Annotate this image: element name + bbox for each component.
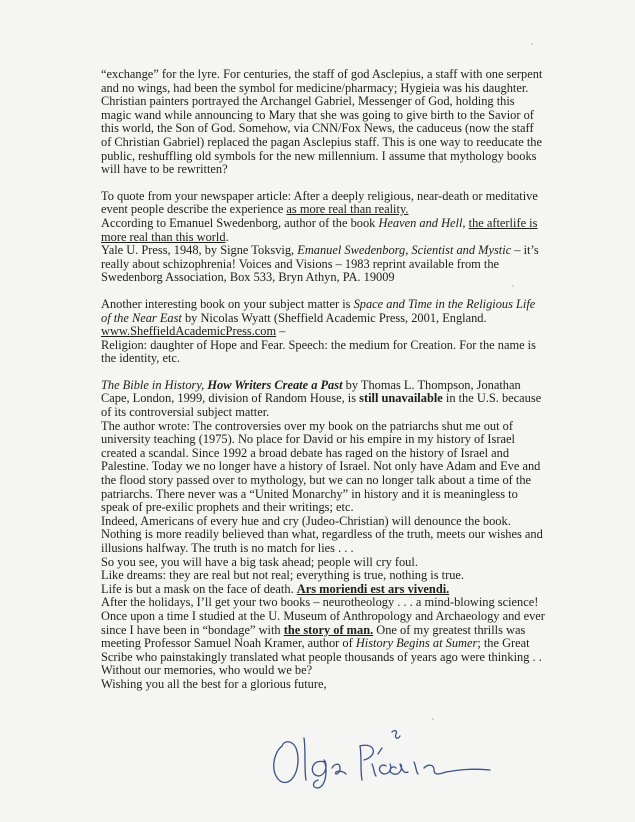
styled-run: Emanuel Swedenborg, Scientist and Mystic [297,243,512,258]
text-line [101,596,581,610]
text-run: “exchange” for the lyre. For centuries, the staff of god Asclepius, a staff with one serpent [101,67,543,81]
text-run: really about schizophrenia! Voices and Visions – 1983 reprint available from the [101,256,500,271]
text-run: Without our memories, who would we be? [101,663,313,678]
letter-body [101,68,581,705]
text-line [101,651,581,665]
text-run: ; the Great [477,636,530,651]
text-run: Wishing you all the best for a glorious future, [101,676,327,691]
text-line [101,664,581,678]
paragraph [101,298,581,366]
styled-run: Ars moriendi est ars vivendi. [296,581,450,596]
text-run: Yale U. Press, 1948, by Signe Toksvig, [101,243,298,258]
text-run: by Nicolas Wyatt (Sheffield Academic Press, 2001, England. [181,310,487,325]
text-line [101,68,581,82]
text-run: According to Emanuel Swedenborg, author of the book [101,215,379,230]
styled-run: www.SheffieldAcademicPress.com [101,324,277,339]
text-line [101,447,581,461]
text-line [101,678,581,692]
text-run: will have to be rewritten? [101,162,228,177]
text-line [101,474,581,488]
text-line [101,109,581,123]
text-run: event people describe the experience [101,202,287,217]
text-run: Religion: daughter of Hope and Fear. Speech: the medium for Creation. For the name is [101,337,536,352]
text-line [101,339,581,353]
text-line [101,515,581,529]
styled-run: The Bible in History, [101,377,208,392]
text-run: in the U.S. because [442,391,542,406]
text-run: – it’s [511,243,539,258]
text-line [101,298,581,312]
text-line [101,352,581,366]
signature [268,724,498,794]
text-line [101,433,581,447]
text-line [101,501,581,515]
text-run: To quote from your newspaper article: After a deeply religious, near-death or meditative [101,188,538,203]
text-line [101,136,581,150]
text-run: by Thomas L. Thompson, Jonathan [342,377,521,392]
text-line [101,203,581,217]
text-run: magic wand while announcing to Mary that she was going to give birth to the Savior of [101,107,534,122]
text-line [101,82,581,96]
text-run: since I have been in “bondage” with [101,622,284,637]
text-run: Palestine. Today we no longer have a history of Israel. Not only have Adam and Eve and [101,459,541,474]
styled-run: Space and Time in the Religious Life [353,296,536,311]
text-line [101,258,581,272]
text-line [101,406,581,420]
styled-run: of the Near East [101,310,182,325]
text-run: Nothing is more readily believed than what, regardless of the truth, meets our wishes and [101,527,543,542]
text-run: After the holidays, I’ll get your two books – neurotheology . . . a mind-blowing science! [101,595,539,610]
text-line [101,610,581,624]
styled-run: Heaven and Hell [378,215,463,230]
text-line [101,637,581,651]
text-line [101,542,581,556]
text-line [101,583,581,597]
text-line [101,624,581,638]
text-run: Like dreams: they are real but not real; everything is true, nothing is true. [101,568,465,583]
text-line [101,95,581,109]
text-run: this world, the Son of God. Somehow, via CNN/Fox News, the caduceus (now the staff [101,121,534,136]
text-line [101,556,581,570]
text-line [101,460,581,474]
text-run: the flood story passed over to mythology, but we can no longer talk about a time of the [101,473,532,488]
text-line [101,325,581,339]
text-run: Another interesting book on your subject matter is [101,296,354,311]
styled-run: History Begins at Sumer [355,636,478,651]
text-line [101,122,581,136]
paragraph [101,379,581,692]
text-line [101,150,581,164]
paragraph [101,190,581,285]
text-run: Once upon a time I studied at the U. Museum of Anthropology and Archaeology and ever [101,608,545,623]
text-run: and no wings, had been the symbol for medicine/pharmacy; Hygieia was his daughter. [101,80,529,95]
text-run: – [276,324,286,339]
paragraph [101,68,581,177]
text-line [101,488,581,502]
text-run: speak of pre-exilic prophets and their writings; etc. [101,500,354,515]
text-run: meeting Professor Samuel Noah Kramer, author of [101,636,356,651]
text-run: public, reshuffling old symbols for the new millennium. I assume that mythology books [101,148,537,163]
text-line [101,244,581,258]
text-line [101,420,581,434]
text-run: illusions halfway. The truth is no match for lies . . . [101,541,354,555]
styled-run: the story of man. [283,622,374,637]
styled-run: How Writers Create a Past [207,377,343,392]
text-line [101,528,581,542]
text-run: of its controversial subject matter. [101,405,270,420]
text-run: One of my greatest thrills was [373,622,526,637]
text-run: university teaching (1975). No place for David or his empire in my history of Israel [101,432,515,447]
text-line [101,217,581,231]
styled-run: the afterlife is [468,215,538,230]
text-line [101,163,581,177]
text-run: patriarchs. There never was a “United Monarchy” in history and it is meaningless to [101,486,518,501]
text-run: So you see, you will have a big task ahead; people will cry foul. [101,554,418,569]
text-run: the identity, etc. [101,351,181,366]
text-run: of Christian Gabriel) replaced the pagan Asclepius staff. This is one way to reeducate the [101,134,542,149]
text-run: . [225,229,229,244]
text-run: Scribe who painstakingly translated what people thousands of years ago were thinking . . [101,649,542,664]
text-line [101,271,581,285]
text-line [101,569,581,583]
styled-run: as more real than reality. [286,202,409,217]
styled-run: more real than this world [101,229,226,244]
text-run: The author wrote: The controversies over my book on the patriarchs shut me out of [101,418,513,433]
text-line [101,231,581,245]
styled-run: still unavailable [359,391,443,406]
text-run: , [462,215,469,230]
text-run: Life is but a mask on the face of death. [101,581,297,596]
text-line [101,312,581,326]
text-run: Cape, London, 1999, division of Random House, is [101,391,360,406]
text-run: Christian painters portrayed the Archangel Gabriel, Messenger of God, holding this [101,94,515,109]
text-run: Indeed, Americans of every hue and cry (Judeo-Christian) will denounce the book. [101,513,511,528]
text-line [101,379,581,393]
text-line [101,392,581,406]
text-run: Swedenborg Association, Box 533, Bryn Athyn, PA. 19009 [101,270,395,285]
text-run: created a scandal. Since 1992 a broad debate has raged on the history of Israel and [101,445,510,460]
text-line [101,190,581,204]
